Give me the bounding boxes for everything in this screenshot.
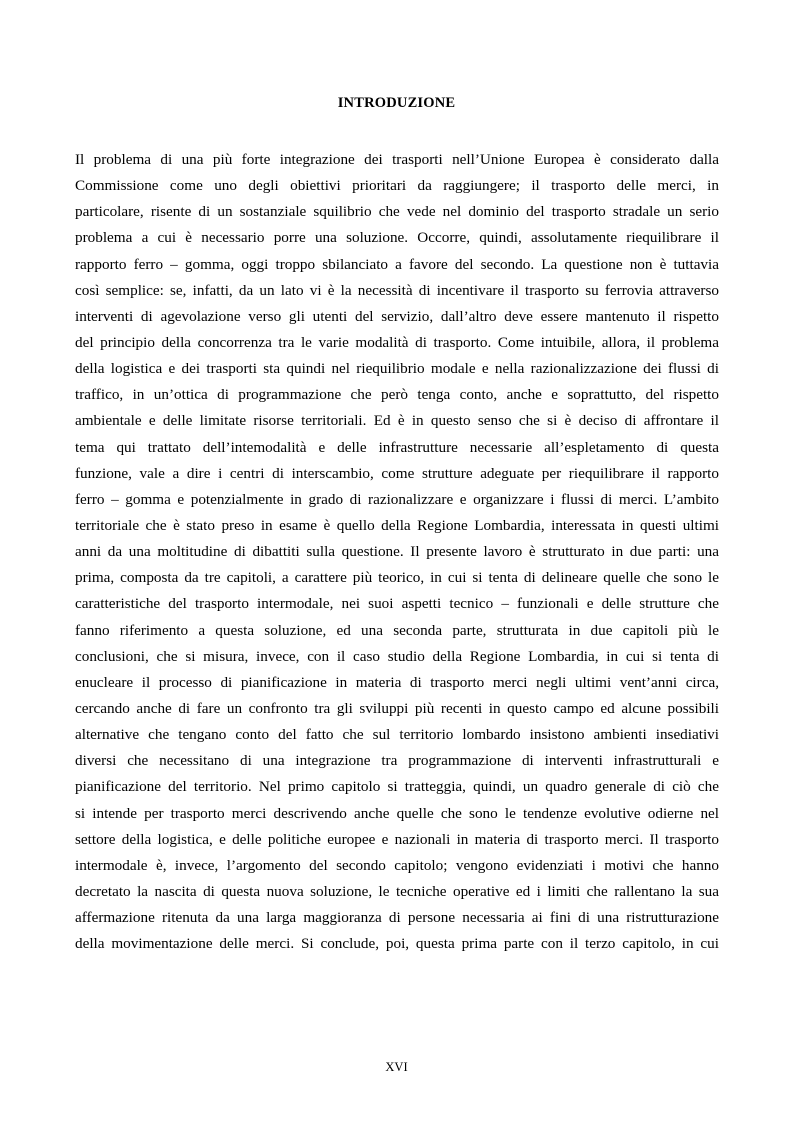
text-line: conclusioni, che si misura, invece, con il caso studio della Regione Lombardia, in cui si tenta di [75, 647, 719, 665]
text-line: affermazione ritenuta da una larga maggioranza di persone necessaria ai fini di una ristrutturazione [75, 909, 719, 927]
page-number: XVI [385, 1060, 408, 1074]
text-line: ferro – gomma e potenzialmente in grado di razionalizzare e organizzare i flussi di merci. L’ambito [75, 490, 719, 508]
text-line: diversi che necessitano di una integrazione tra programmazione di interventi infrastrutturali e [75, 752, 719, 770]
text-line: Commissione come uno degli obiettivi prioritari da raggiungere; il trasporto delle merci, in [75, 177, 719, 195]
text-line: rapporto ferro – gomma, oggi troppo sbilanciato a favore del secondo. La questione non è tuttavia [75, 255, 719, 273]
text-line: problema a cui è necessario porre una soluzione. Occorre, quindi, assolutamente riequilibrare il [75, 229, 719, 247]
text-line: della movimentazione delle merci. Si conclude, poi, questa prima parte con il terzo capitolo, in cui [75, 935, 719, 953]
text-line: alternative che tengano conto del fatto che sul territorio lombardo insistono ambienti insediativi [75, 726, 719, 744]
text-line: territoriale che è stato preso in esame è quello della Regione Lombardia, interessata in questi ultimi [75, 516, 719, 534]
text-line: intermodale è, invece, l’argomento del secondo capitolo; vengono evidenziati i motivi che hanno [75, 856, 719, 874]
text-line: tema qui trattato dell’intemodalità e delle infrastrutture necessarie all’espletamento di questa [75, 438, 719, 456]
text-line: particolare, risente di un sostanziale squilibrio che vede nel dominio del trasporto stradale un serio [75, 203, 719, 221]
text-line: traffico, in un’ottica di programmazione che però tenga conto, anche e soprattutto, del rispetto [75, 386, 719, 404]
page-title: INTRODUZIONE [337, 95, 456, 111]
text-line: settore della logistica, e delle politiche europee e nazionali in materia di trasporto merci. Il trasporto [75, 830, 719, 848]
text-line: si intende per trasporto merci descrivendo anche quelle che sono le tendenze evolutive odierne nel [75, 804, 719, 822]
text-line: caratteristiche del trasporto intermodale, nei suoi aspetti tecnico – funzionali e delle strutture che [75, 595, 719, 613]
text-line: ambientale e delle limitate risorse territoriali. Ed è in questo senso che si è deciso di affrontare il [75, 412, 719, 430]
text-line: fanno riferimento a questa soluzione, ed una seconda parte, strutturata in due capitoli più le [75, 621, 719, 639]
text-line: del principio della concorrenza tra le varie modalità di trasporto. Come intuibile, allora, il problema [75, 333, 719, 351]
text-line: così semplice: se, infatti, da un lato vi è la necessità di incentivare il trasporto su ferrovia attraverso [75, 281, 719, 299]
body-paragraph [75, 147, 719, 957]
text-line: anni da una moltitudine di dibattiti sulla questione. Il presente lavoro è strutturato in due parti: una [75, 543, 719, 561]
text-line: pianificazione del territorio. Nel primo capitolo si tratteggia, quindi, un quadro generale di ciò che [75, 778, 719, 796]
text-line: decretato la nascita di questa nuova soluzione, le tecniche operative ed i limiti che rallentano la sua [75, 882, 719, 900]
text-line: funzione, vale a dire i centri di interscambio, come strutture adeguate per riequilibrare il rapporto [75, 464, 719, 482]
text-line: della logistica e dei trasporti sta quindi nel riequilibrio modale e nella razionalizzazione dei flussi di [75, 360, 719, 378]
text-line: prima, composta da tre capitoli, a carattere più teorico, in cui si tenta di delineare quelle che sono le [75, 569, 719, 587]
text-line: enucleare il processo di pianificazione in materia di trasporto merci negli ultimi vent’anni circa, [75, 673, 719, 691]
text-line: cercando anche di fare un confronto tra gli sviluppi più recenti in questo campo ed alcune possibili [75, 699, 719, 717]
text-line: Il problema di una più forte integrazione dei trasporti nell’Unione Europea è considerato dalla [75, 151, 719, 168]
text-line: interventi di agevolazione verso gli utenti del servizio, dall’altro deve essere mantenuto il rispetto [75, 307, 719, 325]
